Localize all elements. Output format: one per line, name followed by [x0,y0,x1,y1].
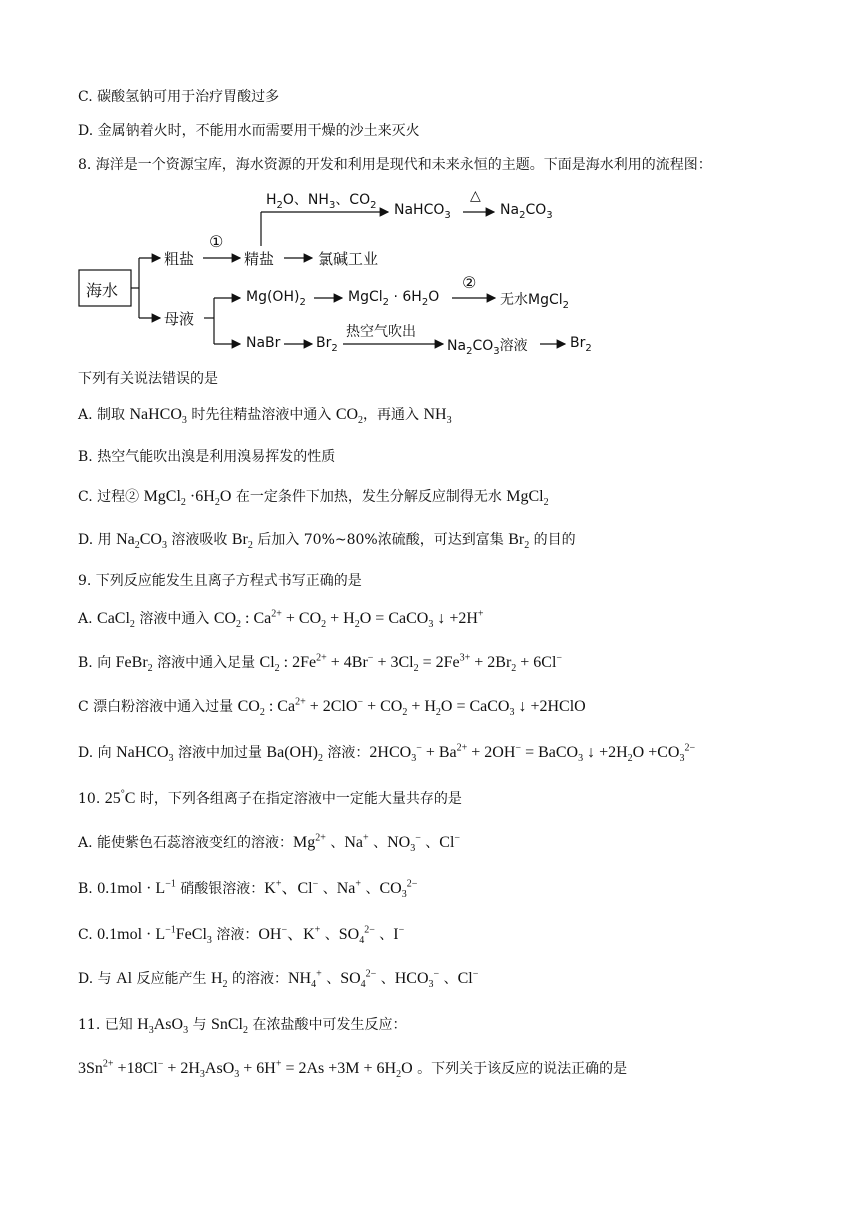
br2-label: $Br_2$ [316,335,338,354]
question-11-equation: $3Sn^{2+} +18Cl^- + 2H_3AsO_3 + 6H^+ = 2As +3M + 6H_2O$ 。下列关于该反应的说法正确的是 [78,1058,628,1081]
nabr-label: NaBr [246,335,281,351]
option-7c: C. 碳酸氢钠可用于治疗胃酸过多 [78,89,280,105]
nahco3-label: NaHCO$_3$ [394,202,451,221]
na2co3-solution-label: $Na_2CO_3$溶液 [447,338,528,357]
crude-salt-label: 粗盐 [164,250,195,268]
option-9a: A. CaCl$_2$ 溶液中通入 $CO_2$ : $Ca^{2+} + CO_2 + H_2O$ = CaCO$_3$ ↓ +2H+ [78,608,484,631]
question-8-prompt: 下列有关说法错误的是 [78,371,218,387]
option-8d: D. 用 $Na_2CO_3$ 溶液吸收 $Br_2$ 后加入 70%~80%浓硫酸，可达到富集 $Br_2$ 的目的 [78,531,576,552]
hot-air-label: 热空气吹出 [346,324,416,340]
mgcl2-hydrate-label: MgCl$_2$ · $6H_2O$ [348,289,440,308]
step-1-label: ① [209,232,224,251]
question-8: 8. 海洋是一个资源宝库，海水资源的开发和利用是现代和未来永恒的主题。下面是海水利用的流程图： [78,157,712,173]
option-10a: A. 能使紫色石蕊溶液变红的溶液：$Mg^{2+}$ 、Na+ 、$NO_3^-$ 、Cl− [78,832,461,855]
seawater-label: 海水 [86,281,119,300]
mother-liquor-label: 母液 [164,310,195,328]
option-8a: A. 制取 NaHCO$_3$ 时先往精盐溶液中通入 $CO_2$，再通入 $NH_3$ [78,406,452,427]
chlor-alkali-label: 氯碱工业 [318,250,379,268]
option-9d: D. 向 NaHCO$_3$ 溶液中加过量 $Ba(OH)_2$ 溶液：$2HCO_3^- + Ba^{2+} + 2OH^-$ = BaCO$_3$ ↓ $+2H_2O +CO_3^{2-}$ [78,742,696,765]
heat-symbol: △ [470,188,481,204]
option-8c: C. 过程② MgCl$_2$ $\cdot 6H_2O$ 在一定条件下加热，发生分解反应制得无水 MgCl$_2$ [78,488,549,509]
seawater-flowchart [0,0,860,370]
br2-final-label: $Br_2$ [570,335,592,354]
option-9c: C 漂白粉溶液中通入过量 $CO_2$ : $Ca^{2+} + 2ClO^- + CO_2 + H_2O$ = CaCO$_3$ ↓ +2HClO [78,696,586,719]
question-11: 11. 已知 $H_3AsO_3$ 与 SnCl$_2$ 在浓盐酸中可发生反应： [78,1016,407,1037]
option-7d: D. 金属钠着火时，不能用水而需要用干燥的沙土来灭火 [78,123,420,139]
reagents-label: $H_2O$、$NH_3$、$CO_2$ [266,192,377,211]
option-10b: B. $0.1mol \cdot L^{-1}$ 硝酸银溶液：K+、Cl− 、Na+ 、$CO_3^{2-}$ [78,878,418,901]
question-10: 10. 25°C 时，下列各组离子在指定溶液中一定能大量共存的是 [78,788,462,807]
option-10c: C. $0.1mol \cdot L^{-1}FeCl_3$ 溶液：OH−、K+ 、$SO_4^{2-}$ 、I− [78,924,405,947]
refined-salt-label: 精盐 [244,250,275,268]
option-9b: B. 向 FeBr$_2$ 溶液中通入足量 $Cl_2$ : $2Fe^{2+} + 4Br^- + 3Cl_2 = 2Fe^{3+} + 2Br_2 + 6Cl^-$ [78,652,563,675]
na2co3-label: $Na_2CO_3$ [500,202,553,221]
option-10d: D. 与 Al 反应能产生 $H_2$ 的溶液：$NH_4^+$ 、$SO_4^{2-}$ 、$HCO_3^-$ 、Cl− [78,968,479,991]
question-9: 9. 下列反应能发生且离子方程式书写正确的是 [78,573,362,589]
mgoh2-label: $Mg(OH)_2$ [246,289,306,308]
anhydrous-mgcl2-label: 无水MgCl$_2$ [500,292,570,311]
step-2-label: ② [462,273,477,292]
option-8b: B. 热空气能吹出溴是利用溴易挥发的性质 [78,449,336,465]
